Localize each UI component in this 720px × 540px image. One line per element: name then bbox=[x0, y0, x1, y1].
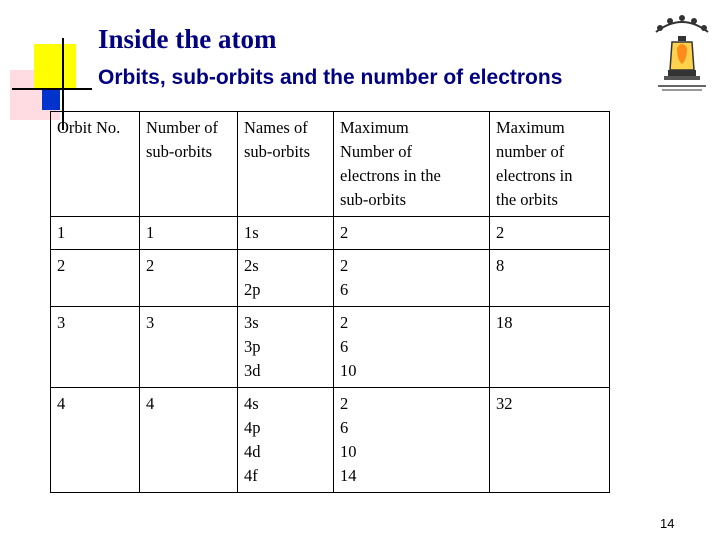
header-orbit-no: Orbit No. bbox=[51, 112, 140, 217]
header-number-of-sub-orbits: Number of sub-orbits bbox=[140, 112, 238, 217]
header-max-electrons-orbits: Maximum number of electrons in the orbits bbox=[490, 112, 610, 217]
table-row bbox=[51, 388, 610, 493]
cell-orbit: 3 bbox=[51, 307, 140, 388]
cell-max-orbit-electrons: 8 bbox=[490, 250, 610, 307]
cell-max-orbit-electrons: 32 bbox=[490, 388, 610, 493]
cell-orbit: 2 bbox=[51, 250, 140, 307]
slide-subtitle: Orbits, sub-orbits and the number of electrons bbox=[98, 66, 563, 89]
cell-max-orbit-electrons: 18 bbox=[490, 307, 610, 388]
cell-max-sub-orbit-electrons: 2 bbox=[334, 217, 490, 250]
cell-sub-orbit-names: 2s 2p bbox=[238, 250, 334, 307]
cell-sub-orbit-count: 3 bbox=[140, 307, 238, 388]
table-row bbox=[51, 307, 610, 388]
table-header-row bbox=[51, 112, 610, 217]
table-row bbox=[51, 250, 610, 307]
decor-yellow-block bbox=[34, 44, 76, 90]
cell-sub-orbit-count: 2 bbox=[140, 250, 238, 307]
lantern-emblem-icon bbox=[650, 10, 714, 94]
cell-sub-orbit-names: 4s 4p 4d 4f bbox=[238, 388, 334, 493]
cell-orbit: 4 bbox=[51, 388, 140, 493]
cell-sub-orbit-names: 1s bbox=[238, 217, 334, 250]
header-max-electrons-sub-orbits: Maximum Number of electrons in the sub-orbits bbox=[334, 112, 490, 217]
orbits-table bbox=[50, 111, 610, 493]
decor-blue-block bbox=[42, 88, 60, 110]
cell-max-sub-orbit-electrons: 2 6 10 14 bbox=[334, 388, 490, 493]
page-number: 14 bbox=[660, 516, 675, 531]
header-names-of-sub-orbits: Names of sub-orbits bbox=[238, 112, 334, 217]
slide-title: Inside the atom bbox=[98, 24, 277, 54]
cell-orbit: 1 bbox=[51, 217, 140, 250]
table-row bbox=[51, 217, 610, 250]
cell-sub-orbit-count: 1 bbox=[140, 217, 238, 250]
decor-horizontal-line bbox=[12, 88, 92, 90]
cell-max-sub-orbit-electrons: 2 6 10 bbox=[334, 307, 490, 388]
cell-max-orbit-electrons: 2 bbox=[490, 217, 610, 250]
cell-sub-orbit-names: 3s 3p 3d bbox=[238, 307, 334, 388]
cell-max-sub-orbit-electrons: 2 6 bbox=[334, 250, 490, 307]
cell-sub-orbit-count: 4 bbox=[140, 388, 238, 493]
